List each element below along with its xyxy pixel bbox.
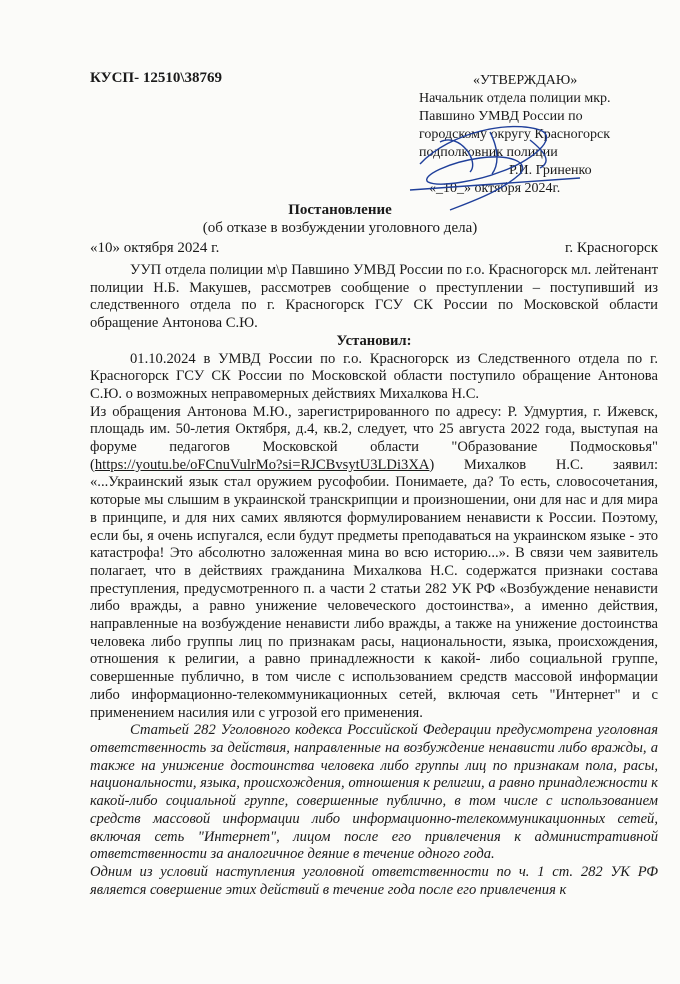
paragraph-appeal-content	[90, 404, 658, 723]
document-title: Постановление	[288, 202, 392, 218]
appeal-text-end: ) Михалков Н.С. заявил: «...Украинский язык стал оружием русофобии. Понимаете, да? То есть, словосочетания, которые мы слышим в украинской транскрипции и произношении, они для нас и для мира в принципе, и для них самих являются формулированием ненависти к России. Поэтому, если бы, я очень испугался, если будут предметы преподаваться на украинском языке - это катастрофа! Это абсолютно заложенная мина во всю историю...». В связи чем заявитель полагает, что в действиях гражданина Михалкова Н.С. содержатся признаки состава преступления, предусмотренного п. а части 2 статьи 282 УК РФ «Возбуждение ненависти либо вражды, а равно унижение человеческого достоинства», а именно действия, направленные на возбуждение ненависти либо вражды, а также на унижение достоинства человека либо группы лиц по признакам расы, национальности, языка, происхождения, отношения к религии, а равно принадлежности к какой- либо социальной группе, совершенные публично, в том числе с использованием средств массовой информации либо информационно-телекоммуникационных сетей, включая сеть "Интернет" и с применением насилия или с угрозой его применения.	[90, 456, 658, 721]
approval-line: Павшино УМВД России по	[419, 109, 583, 124]
approval-line: Начальник отдела полиции мкр.	[419, 91, 611, 106]
paragraph-law-article: Статьей 282 Уголовного кодекса Российской Федерации предусмотрена уголовная ответственность за действия, направленные на возбуждение ненависти либо вражды, а также на унижение достоинства человека либо группы лиц по признакам пола, расы, национальности, языка, происхождения, отношения к религии, а равно принадлежности к какой-либо социальной группе, совершенные публично, в том числе с использованием средств массовой информации либо информационно-телекоммуникационных сетей, включая сеть "Интернет", лицом после его привлечения к административной ответственности за аналогичное деяние в течение одного года.	[90, 722, 658, 863]
approval-signer: Р.И. Гриненко	[509, 163, 592, 178]
appeal-text-start: Из обращения Антонова М.Ю., зарегистрированного по адресу: Р. Удмуртия, г. Ижевск, площадь им. 50-летия Октября, д.4, кв.2, следует, что 25 августа 2022 года, выступая на форуме педагогов Московской области "Образование Подмосковья" (	[90, 403, 658, 473]
approval-date: «_10_» октября 2024г.	[429, 181, 561, 196]
document-date: «10» октября 2024 г.	[90, 240, 220, 256]
video-link[interactable]: https://youtu.be/oFCnuVulrMo?si=RJCBvsytU3LDi3XA	[94, 456, 430, 473]
intro-paragraph: УУП отдела полиции м\р Павшино УМВД России по г.о. Красногорск мл. лейтенант полиции Н.Б. Макушев, рассмотрев сообщение о преступлении – поступивший из следственного отдела по г. Красногорск ГСУ СК России по Московской области обращение Антонова С.Ю.	[90, 262, 658, 332]
date-line	[90, 240, 658, 257]
established-heading: Установил:	[336, 332, 412, 349]
paragraph-appeal-received: 01.10.2024 в УМВД России по г.о. Красногорск из Следственного отдела по г. Красногорск ГСУ СК России по Московской области поступило обращение Антонова С.Ю. о возможных неправомерных действиях Михалкова Н.С.	[90, 350, 658, 402]
document-body	[90, 262, 658, 899]
approval-line: городскому округу Красногорск	[419, 127, 611, 142]
document-city: г. Красногорск	[564, 240, 658, 256]
approval-line: подполковник полиции	[419, 145, 558, 160]
document-subtitle: (об отказе в возбуждении уголовного дела)	[202, 220, 478, 236]
paragraph-liability-condition: Одним из условий наступления уголовной ответственности по ч. 1 ст. 282 УК РФ является совершение этих действий в течение года после его привлечения к	[90, 863, 658, 898]
registration-number: КУСП- 12510\38769	[90, 70, 222, 86]
approval-heading: «УТВЕРЖДАЮ»	[473, 73, 578, 88]
